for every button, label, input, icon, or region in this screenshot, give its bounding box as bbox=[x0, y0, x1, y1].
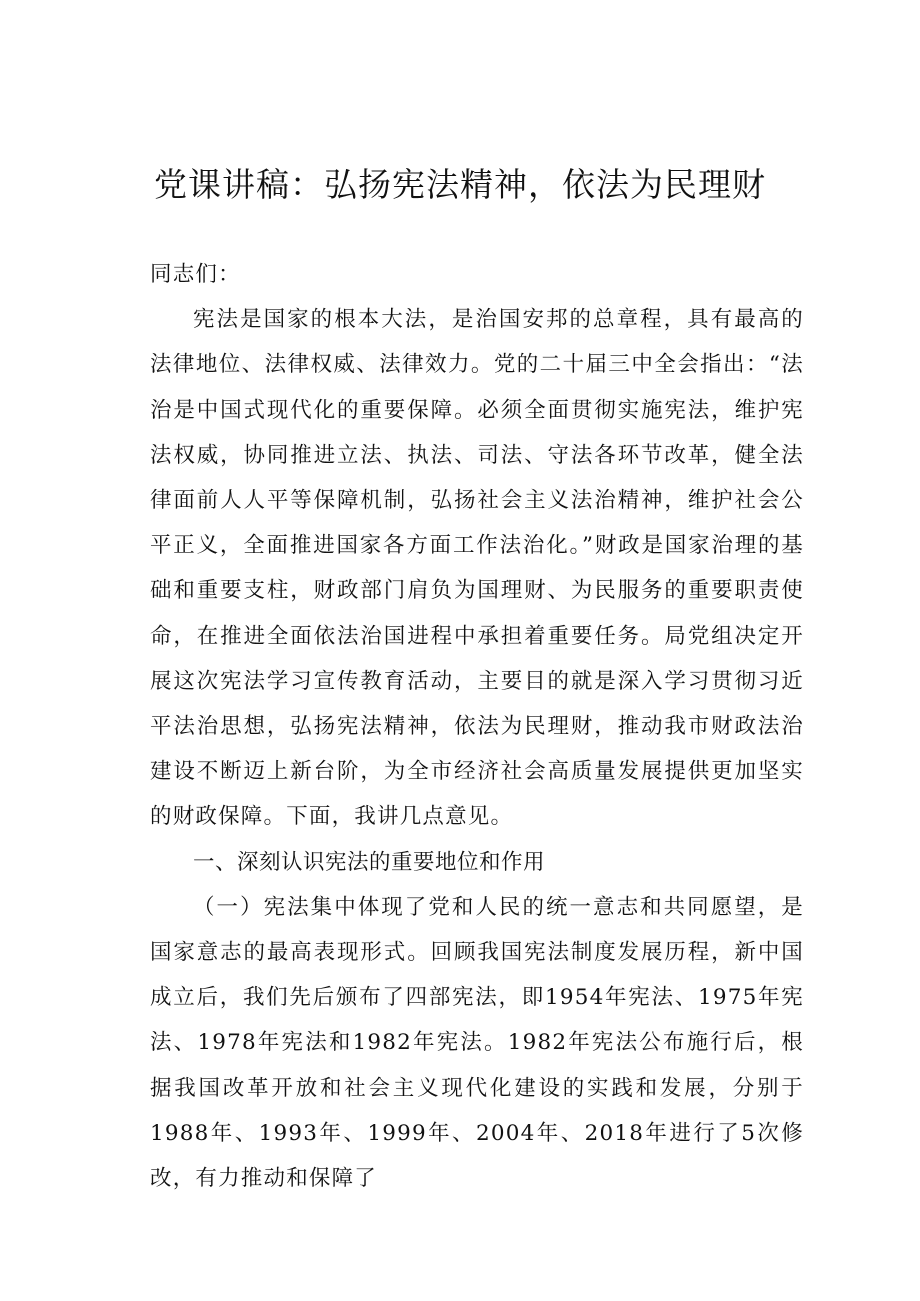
salutation: 同志们： bbox=[150, 262, 241, 287]
paragraph-intro: 宪法是国家的根本大法，是治国安邦的总章程，具有最高的法律地位、法律权威、法律效力。党的二十届三中全会指出：“法治是中国式现代化的重要保障。必须全面贯彻实施宪法，维护宪法权威，协同推进立法、执法、司法、守法各环节改革，健全法律面前人人平等保障机制，弘扬社会主义法治精神，维护社会公平正义，全面推进国家各方面工作法治化。”财政是国家治理的基础和重要支柱，财政部门肩负为国理财、为民服务的重要职责使命，在推进全面依法治国进程中承担着重要任务。局党组决定开展这次宪法学习宣传教育活动，主要目的就是深入学习贯彻习近平法治思想，弘扬宪法精神，依法为民理财，推动我市财政法治建设不断迈上新台阶，为全市经济社会高质量发展提供更加坚实的财政保障。下面，我讲几点意见。 bbox=[150, 307, 804, 830]
document-body bbox=[150, 252, 804, 1201]
paragraph-section-1-1: （一）宪法集中体现了党和人民的统一意志和共同愿望，是国家意志的最高表现形式。回顾我国宪法制度发展历程，新中国成立后，我们先后颁布了四部宪法，即1954年宪法、1975年宪法、1978年宪法和1982年宪法。1982年宪法公布施行后，根据我国改革开放和社会主义现代化建设的实践和发展，分别于1988年、1993年、1999年、2004年、2018年进行了5次修改，有力推动和保障了 bbox=[150, 894, 804, 1192]
section-heading-1: 一、深刻认识宪法的重要地位和作用 bbox=[193, 849, 546, 875]
document-title: 党课讲稿：弘扬宪法精神，依法为民理财 bbox=[154, 165, 766, 204]
